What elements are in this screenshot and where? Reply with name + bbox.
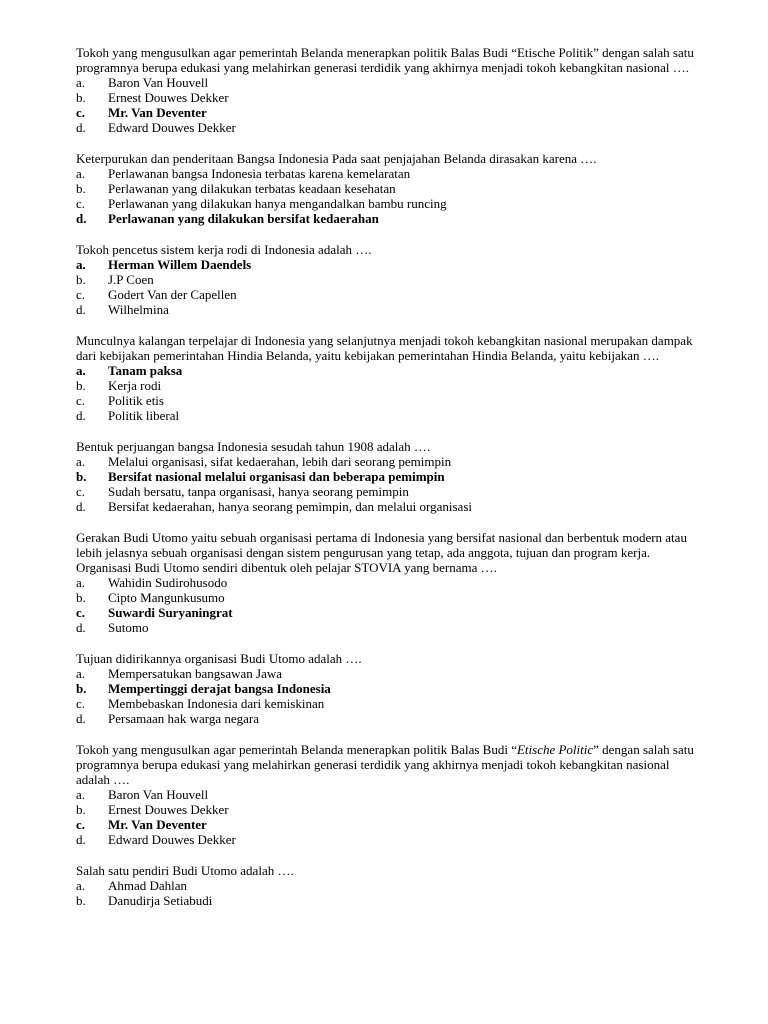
option-c — [76, 484, 701, 499]
option-letter: a. — [76, 666, 86, 681]
option-text: Edward Douwes Dekker — [108, 120, 236, 135]
option-letter: c. — [76, 287, 86, 302]
question-5 — [76, 439, 701, 514]
option-text: Mr. Van Deventer — [108, 105, 207, 120]
option-text: Wahidin Sudirohusodo — [108, 575, 228, 590]
option-d — [76, 408, 701, 423]
option-b-correct — [76, 469, 701, 484]
option-a — [76, 75, 701, 90]
option-letter: b. — [76, 893, 86, 908]
option-text: Godert Van der Capellen — [108, 287, 237, 302]
option-text: Herman Willem Daendels — [108, 257, 252, 272]
question-stem: Keterpurukan dan penderitaan Bangsa Indonesia Pada saat penjajahan Belanda dirasakan karena …. — [76, 151, 597, 166]
option-letter: c. — [76, 696, 86, 711]
option-b — [76, 272, 701, 287]
option-letter: c. — [76, 484, 86, 499]
option-letter: d. — [76, 211, 87, 226]
option-text: Perlawanan yang dilakukan bersifat kedaerahan — [108, 211, 379, 226]
option-letter: c. — [76, 393, 86, 408]
option-letter: c. — [76, 105, 86, 120]
document-page — [76, 45, 701, 924]
option-letter: b. — [76, 802, 86, 817]
option-text: Ernest Douwes Dekker — [108, 90, 229, 105]
question-4 — [76, 333, 701, 423]
option-a — [76, 575, 701, 590]
option-text: Baron Van Houvell — [108, 75, 209, 90]
option-text: Mempersatukan bangsawan Jawa — [108, 666, 282, 681]
option-letter: a. — [76, 363, 86, 378]
question-stem: Tokoh pencetus sistem kerja rodi di Indonesia adalah …. — [76, 242, 372, 257]
option-letter: b. — [76, 272, 86, 287]
question-2 — [76, 151, 701, 226]
option-c — [76, 393, 701, 408]
option-letter: b. — [76, 181, 86, 196]
option-text: Edward Douwes Dekker — [108, 832, 236, 847]
question-stem — [76, 742, 701, 787]
option-letter: b. — [76, 378, 86, 393]
option-text: Politik etis — [108, 393, 164, 408]
option-text: Perlawanan yang dilakukan hanya mengandalkan bambu runcing — [108, 196, 447, 211]
option-text: Ernest Douwes Dekker — [108, 802, 229, 817]
option-a — [76, 454, 701, 469]
question-stem: Munculnya kalangan terpelajar di Indonesia yang selanjutnya menjadi tokoh kebangkitan nasional merupakan dampak dari kebijakan pemerintahan Hindia Belanda, yaitu kebijakan pemerintahan Hindia Belanda, yaitu kebijakan …. — [76, 333, 693, 363]
option-b — [76, 590, 701, 605]
stem-text: Tokoh yang mengusulkan agar pemerintah Belanda menerapkan politik Balas Budi “ — [76, 742, 517, 757]
option-b — [76, 378, 701, 393]
option-a — [76, 166, 701, 181]
option-b — [76, 893, 701, 908]
option-c — [76, 696, 701, 711]
option-letter: a. — [76, 878, 86, 893]
option-letter: d. — [76, 832, 86, 847]
question-6 — [76, 530, 701, 635]
option-text: Perlawanan yang dilakukan terbatas keadaan kesehatan — [108, 181, 396, 196]
option-letter: b. — [76, 90, 86, 105]
option-d — [76, 711, 701, 726]
option-letter: a. — [76, 166, 86, 181]
stem-text: ” dengan salah satu programnya berupa edukasi yang melahirkan generasi terdidik yang akhirnya menjadi tokoh kebangkitan nasional adalah …. — [76, 742, 694, 787]
option-text: Kerja rodi — [108, 378, 162, 393]
option-c-correct — [76, 817, 701, 832]
option-letter: d. — [76, 408, 86, 423]
question-3 — [76, 242, 701, 317]
question-stem: Tokoh yang mengusulkan agar pemerintah Belanda menerapkan politik Balas Budi “Etische Politik” dengan salah satu programnya berupa edukasi yang melahirkan generasi terdidik yang akhirnya menjadi tokoh kebangkitan nasional …. — [76, 45, 694, 75]
option-c-correct — [76, 605, 701, 620]
option-text: Politik liberal — [108, 408, 180, 423]
option-c — [76, 287, 701, 302]
option-b — [76, 802, 701, 817]
option-text: Baron Van Houvell — [108, 787, 209, 802]
option-d — [76, 620, 701, 635]
option-text: Ahmad Dahlan — [108, 878, 188, 893]
option-letter: a. — [76, 787, 86, 802]
option-letter: c. — [76, 605, 86, 620]
question-stem: Salah satu pendiri Budi Utomo adalah …. — [76, 863, 294, 878]
option-letter: d. — [76, 499, 86, 514]
option-a-correct — [76, 363, 701, 378]
stem-italic-term: Etische Politic — [516, 742, 594, 757]
option-letter: d. — [76, 620, 86, 635]
option-text: J.P Coen — [108, 272, 154, 287]
option-text: Tanam paksa — [108, 363, 183, 378]
question-stem: Bentuk perjuangan bangsa Indonesia sesudah tahun 1908 adalah …. — [76, 439, 431, 454]
option-text: Suwardi Suryaningrat — [108, 605, 233, 620]
option-text: Sudah bersatu, tanpa organisasi, hanya seorang pemimpin — [108, 484, 409, 499]
option-text: Mr. Van Deventer — [108, 817, 207, 832]
option-a — [76, 787, 701, 802]
option-b — [76, 90, 701, 105]
question-7 — [76, 651, 701, 726]
question-9 — [76, 863, 701, 908]
option-letter: c. — [76, 196, 86, 211]
option-letter: c. — [76, 817, 86, 832]
option-text: Danudirja Setiabudi — [108, 893, 213, 908]
option-text: Membebaskan Indonesia dari kemiskinan — [108, 696, 325, 711]
option-d — [76, 832, 701, 847]
option-letter: d. — [76, 711, 86, 726]
option-a-correct — [76, 257, 701, 272]
option-d — [76, 120, 701, 135]
option-d — [76, 499, 701, 514]
option-d-correct — [76, 211, 701, 226]
option-text: Mempertinggi derajat bangsa Indonesia — [108, 681, 331, 696]
option-a — [76, 666, 701, 681]
question-stem: Gerakan Budi Utomo yaitu sebuah organisasi pertama di Indonesia yang bersifat nasional dan berbentuk modern atau lebih jelasnya sebuah organisasi dengan sistem pengurusan yang tetap, ada anggota, tujuan dan program kerja. Organisasi Budi Utomo sendiri dibentuk oleh pelajar STOVIA yang bernama …. — [76, 530, 687, 575]
option-text: Melalui organisasi, sifat kedaerahan, lebih dari seorang pemimpin — [108, 454, 452, 469]
option-letter: b. — [76, 681, 87, 696]
option-letter: a. — [76, 454, 86, 469]
option-c — [76, 196, 701, 211]
option-b — [76, 181, 701, 196]
option-d — [76, 302, 701, 317]
question-1 — [76, 45, 701, 135]
option-letter: d. — [76, 302, 86, 317]
option-text: Bersifat nasional melalui organisasi dan beberapa pemimpin — [108, 469, 445, 484]
option-letter: a. — [76, 75, 86, 90]
option-a — [76, 878, 701, 893]
option-text: Sutomo — [108, 620, 149, 635]
option-letter: b. — [76, 590, 86, 605]
option-b-correct — [76, 681, 701, 696]
option-c-correct — [76, 105, 701, 120]
option-letter: b. — [76, 469, 87, 484]
option-text: Persamaan hak warga negara — [108, 711, 259, 726]
option-text: Cipto Mangunkusumo — [108, 590, 225, 605]
option-text: Bersifat kedaerahan, hanya seorang pemimpin, dan melalui organisasi — [108, 499, 472, 514]
option-text: Wilhelmina — [108, 302, 169, 317]
option-text: Perlawanan bangsa Indonesia terbatas karena kemelaratan — [108, 166, 411, 181]
option-letter: a. — [76, 575, 86, 590]
option-letter: a. — [76, 257, 86, 272]
question-8 — [76, 742, 701, 847]
question-stem: Tujuan didirikannya organisasi Budi Utomo adalah …. — [76, 651, 362, 666]
option-letter: d. — [76, 120, 86, 135]
